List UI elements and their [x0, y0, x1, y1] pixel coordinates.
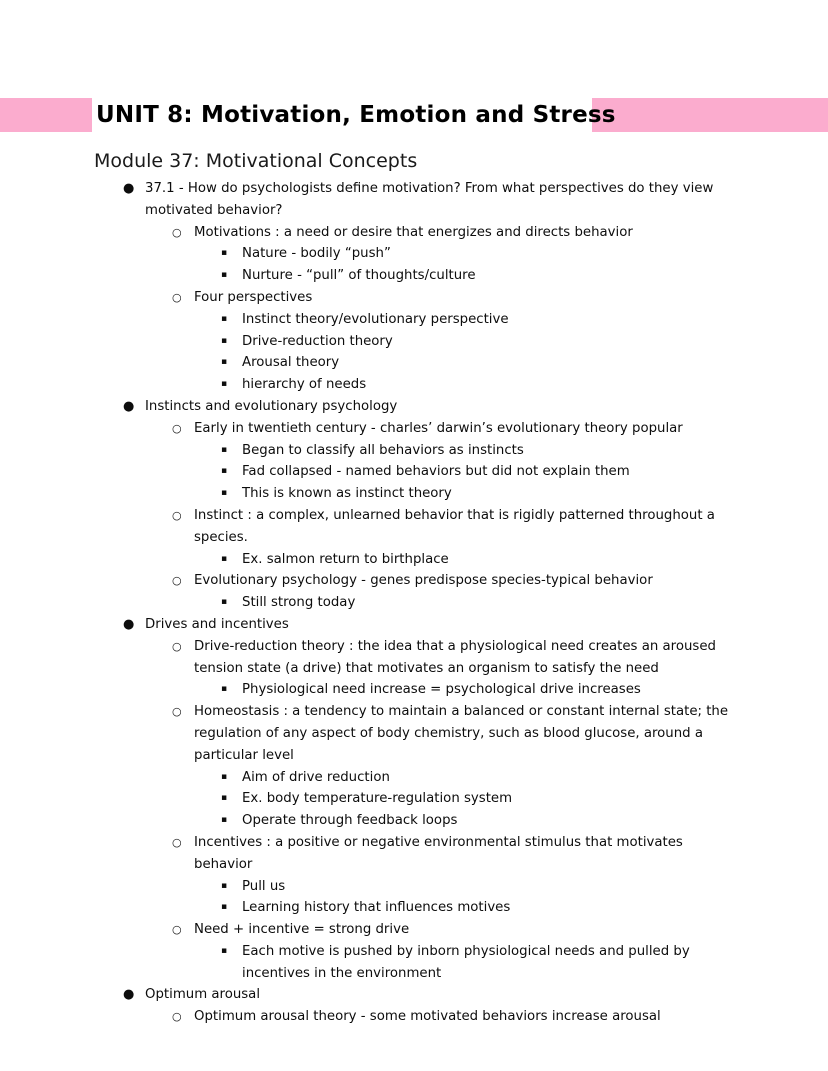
- outline-item-level-2: [0, 222, 828, 244]
- outline-item-text: Aim of drive reduction: [242, 769, 390, 785]
- bullet-marker-icon: ▪: [221, 902, 228, 913]
- outline-item-text: Drives and incentives: [145, 616, 289, 632]
- bullet-marker-icon: ●: [123, 987, 135, 1003]
- bullet-marker-icon: ○: [172, 1010, 182, 1024]
- module-heading: Module 37: Motivational Concepts: [94, 150, 418, 172]
- bullet-marker-icon: ▪: [221, 444, 228, 455]
- outline-item-text: Optimum arousal: [145, 987, 261, 1003]
- outline-list: [0, 178, 828, 1028]
- bullet-marker-icon: ●: [123, 181, 135, 196]
- outline-item-text: Began to classify all behaviors as instincts: [242, 442, 524, 458]
- outline-item-text: Pull us: [242, 878, 286, 894]
- outline-item-level-1: [0, 984, 828, 1006]
- bullet-marker-icon: ▪: [221, 597, 228, 608]
- bullet-marker-icon: ▪: [221, 793, 228, 804]
- outline-item-text: Still strong today: [242, 595, 356, 611]
- bullet-marker-icon: ○: [172, 923, 182, 937]
- outline-item-level-3: [0, 897, 828, 919]
- highlight-bar-right: [592, 98, 828, 132]
- outline-item-level-2: [0, 701, 828, 766]
- outline-item-text: hierarchy of needs: [242, 377, 367, 393]
- outline-item-level-3: [0, 265, 828, 287]
- outline-item-level-3: [0, 331, 828, 353]
- outline-item-text: Operate through feedback loops: [242, 813, 458, 829]
- bullet-marker-icon: ▪: [221, 270, 228, 281]
- outline-item-level-3: [0, 461, 828, 483]
- outline-item-level-3: [0, 767, 828, 789]
- highlight-bar-left: [0, 98, 92, 132]
- outline-item-text: This is known as instinct theory: [242, 486, 452, 502]
- outline-item-text: Early in twentieth century - charles’ darwin’s evolutionary theory popular: [194, 420, 683, 436]
- outline-item-text: Optimum arousal theory - some motivated behaviors increase arousal: [194, 1009, 661, 1025]
- outline-item-text: Fad collapsed - named behaviors but did not explain them: [242, 464, 630, 480]
- outline-item-level-3: [0, 483, 828, 505]
- outline-item-text: Ex. salmon return to birthplace: [242, 551, 449, 567]
- bullet-marker-icon: ▪: [221, 248, 228, 259]
- outline-item-level-3: [0, 810, 828, 832]
- bullet-marker-icon: ▪: [221, 379, 228, 390]
- outline-item-text: Arousal theory: [242, 355, 340, 371]
- outline-item-text: Motivations : a need or desire that energizes and directs behavior: [194, 224, 633, 240]
- outline-item-text: Ex. body temperature-regulation system: [242, 791, 513, 807]
- outline-item-text: Instinct : a complex, unlearned behavior that is rigidly patterned throughout a species.: [194, 507, 715, 545]
- bullet-marker-icon: ○: [172, 835, 182, 849]
- outline-item-text: Nurture - “pull” of thoughts/culture: [242, 268, 476, 284]
- outline-item-level-3: [0, 592, 828, 614]
- bullet-marker-icon: ●: [123, 616, 135, 632]
- outline-item-level-3: [0, 309, 828, 331]
- bullet-marker-icon: ▪: [221, 945, 228, 956]
- bullet-marker-icon: ○: [172, 508, 182, 522]
- outline-item-level-3: [0, 549, 828, 571]
- outline-item-text: Incentives : a positive or negative environmental stimulus that motivates behavior: [194, 834, 683, 872]
- outline-item-text: Drive-reduction theory : the idea that a physiological need creates an aroused tension state (a drive) that motivates an organism to satisfy the need: [194, 638, 716, 676]
- bullet-marker-icon: ○: [172, 290, 182, 304]
- outline-item-level-1: [0, 178, 828, 222]
- outline-item-level-3: [0, 374, 828, 396]
- outline-item-level-2: [0, 636, 828, 680]
- bullet-marker-icon: ○: [172, 705, 182, 719]
- outline-item-level-1: [0, 396, 828, 418]
- outline-item-level-2: [0, 418, 828, 440]
- outline-item-level-3: [0, 788, 828, 810]
- bullet-marker-icon: ○: [172, 639, 182, 653]
- outline-item-text: Four perspectives: [194, 289, 313, 305]
- outline-item-text: Nature - bodily “push”: [242, 246, 391, 262]
- bullet-marker-icon: ▪: [221, 815, 228, 826]
- outline-item-level-2: [0, 570, 828, 592]
- outline-item-text: Each motive is pushed by inborn physiological needs and pulled by incentives in the environment: [242, 943, 690, 981]
- bullet-marker-icon: ▪: [221, 488, 228, 499]
- outline-item-level-2: [0, 1006, 828, 1028]
- bullet-marker-icon: ▪: [221, 771, 228, 782]
- outline-item-text: Learning history that influences motives: [242, 900, 511, 916]
- bullet-marker-icon: ▪: [221, 684, 228, 695]
- bullet-marker-icon: ▪: [221, 357, 228, 368]
- outline-item-level-2: [0, 505, 828, 549]
- bullet-marker-icon: ▪: [221, 313, 228, 324]
- outline-item-text: Physiological need increase = psychological drive increases: [242, 682, 641, 698]
- outline-item-text: Homeostasis : a tendency to maintain a balanced or constant internal state; the regulation of any aspect of body chemistry, such as blood glucose, around a particular level: [194, 704, 729, 763]
- bullet-marker-icon: ○: [172, 225, 182, 239]
- outline-item-level-2: [0, 919, 828, 941]
- bullet-marker-icon: ▪: [221, 466, 228, 477]
- outline-item-level-3: [0, 941, 828, 985]
- unit-title-band: [0, 98, 828, 132]
- unit-title: UNIT 8: Motivation, Emotion and Stress: [96, 102, 616, 128]
- outline-item-level-3: [0, 679, 828, 701]
- outline-item-text: Instincts and evolutionary psychology: [145, 398, 398, 414]
- bullet-marker-icon: ▪: [221, 335, 228, 346]
- bullet-marker-icon: ●: [123, 398, 135, 414]
- bullet-marker-icon: ▪: [221, 553, 228, 564]
- outline-item-level-1: [0, 614, 828, 636]
- outline-item-text: 37.1 - How do psychologists define motivation? From what perspectives do they view motivated behavior?: [145, 181, 714, 218]
- outline-item-text: Evolutionary psychology - genes predispose species-typical behavior: [194, 573, 653, 589]
- outline-item-level-3: [0, 352, 828, 374]
- bullet-marker-icon: ○: [172, 421, 182, 435]
- outline-item-level-3: [0, 876, 828, 898]
- outline-item-level-2: [0, 287, 828, 309]
- outline-item-level-3: [0, 243, 828, 265]
- outline-item-text: Need + incentive = strong drive: [194, 922, 410, 938]
- outline-item-level-3: [0, 440, 828, 462]
- bullet-marker-icon: ○: [172, 574, 182, 588]
- outline-item-level-2: [0, 832, 828, 876]
- outline-item-text: Drive-reduction theory: [242, 333, 393, 349]
- bullet-marker-icon: ▪: [221, 880, 228, 891]
- outline-item-text: Instinct theory/evolutionary perspective: [242, 311, 509, 327]
